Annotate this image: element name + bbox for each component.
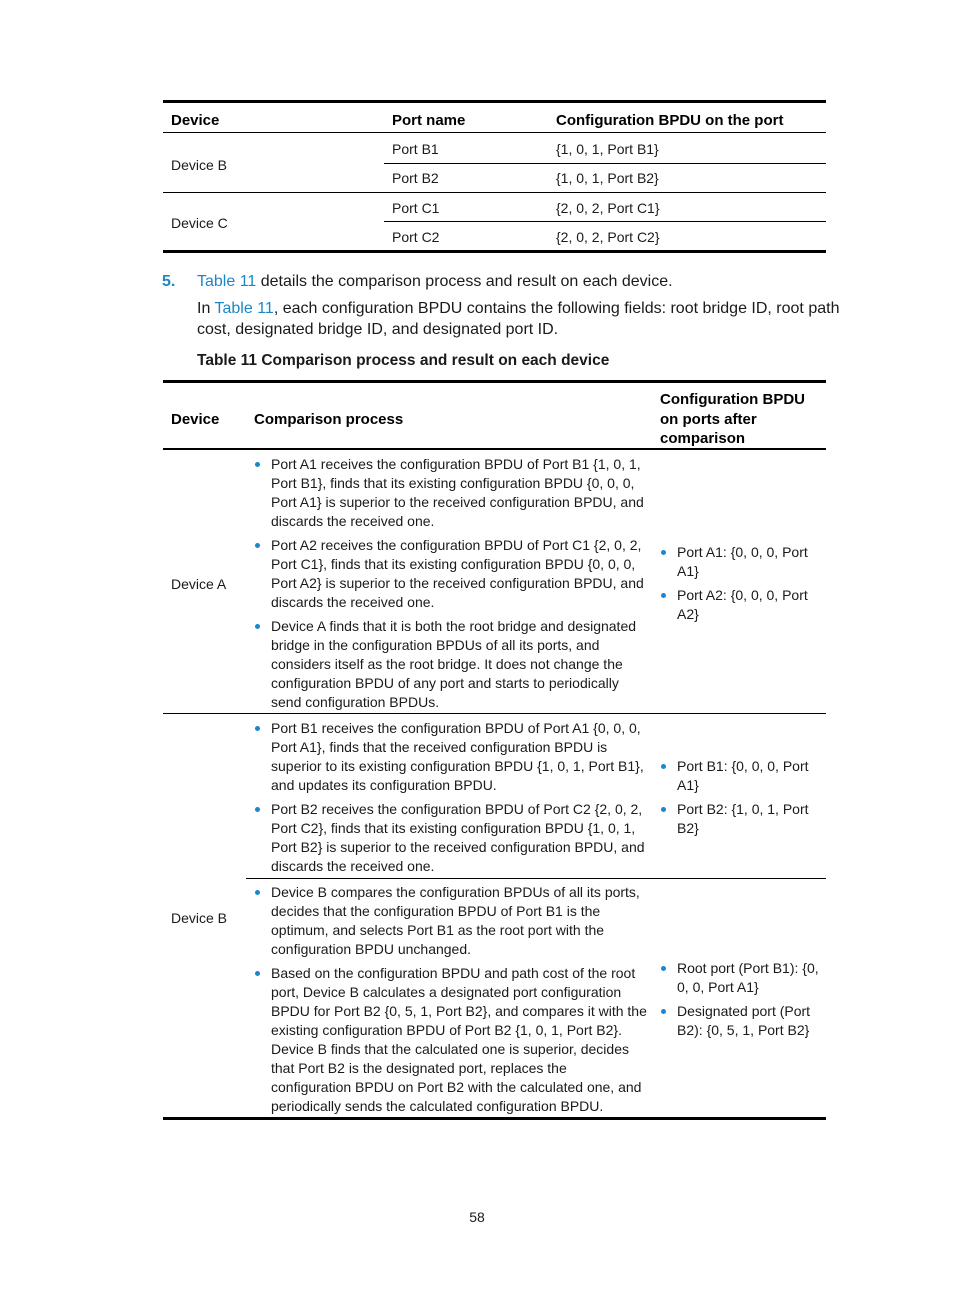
table-rule [163, 192, 826, 193]
table10-header-bpdu: Configuration BPDU on the port [556, 112, 784, 129]
table-bottom-rule [163, 1117, 826, 1120]
step-text: Table 11 details the comparison process and result on each device. [197, 273, 673, 290]
list-item: Port A2 receives the configuration BPDU of Port C1 {2, 0, 2, Port C1}, finds that its existing configuration BPDU {0, 0, 0, Port A2} is superior to the received configuration BPDU, and discards the received one. [249, 536, 649, 612]
page-number: 58 [469, 1209, 485, 1225]
table-rule [163, 713, 826, 714]
table-cell-port: Port C1 [392, 200, 440, 216]
table-cell-port: Port B1 [392, 141, 439, 157]
table-rule [384, 163, 826, 164]
table10-header-port: Port name [392, 112, 466, 129]
table-cell-device: Device A [171, 576, 227, 592]
table-cell-device: Device C [171, 215, 228, 231]
list-item: Port A1: {0, 0, 0, Port A1} [655, 543, 823, 581]
list-item: Port B2: {1, 0, 1, Port B2} [655, 800, 823, 838]
table-bottom-rule [163, 250, 826, 253]
list-item: Port A1 receives the configuration BPDU of Port B1 {1, 0, 1, Port B1}, finds that its existing configuration BPDU {0, 0, 0, Port A1} is superior to the received configuration BPDU, and discards the received one. [249, 455, 649, 531]
table-cell-device: Device B [171, 157, 228, 173]
table-cell-port: Port B2 [392, 170, 439, 186]
table10-header-device: Device [171, 112, 220, 129]
table-top-rule [163, 100, 826, 103]
table-rule [246, 878, 826, 879]
result-list [655, 757, 823, 843]
table-cell-device: Device B [171, 910, 228, 926]
process-list [249, 883, 649, 1121]
table-cell-port: Port C2 [392, 229, 440, 245]
process-list [249, 719, 649, 881]
table-header-rule [163, 448, 826, 450]
table-cell-bpdu: {2, 0, 2, Port C1} [556, 200, 660, 216]
table-top-rule [163, 380, 826, 383]
list-item: Based on the configuration BPDU and path cost of the root port, Device B calculates a designated port configuration BPDU for Port B2 {0, 5, 1, Port B2}, and compares it with the existing configuration BPDU of Port B2 {1, 0, 1, Port B2}. Device B finds that the calculated one is superior, decides that Port B2 is the designated port, replaces the configuration BPDU on Port B2 with the calculated one, and periodically sends the calculated configuration BPDU. [249, 964, 649, 1116]
list-item: Port B1 receives the configuration BPDU of Port A1 {0, 0, 0, Port A1}, finds that the received configuration BPDU is superior to its existing configuration BPDU {1, 0, 1, Port B1}, and updates its configuration BPDU. [249, 719, 649, 795]
intro-paragraph: In Table 11, each configuration BPDU contains the following fields: root bridge ID, root path cost, designated bridge ID, and designated port ID. [197, 300, 840, 338]
table11-header-device: Device [171, 411, 220, 428]
list-item: Port B1: {0, 0, 0, Port A1} [655, 757, 823, 795]
list-item: Port B2 receives the configuration BPDU of Port C2 {2, 0, 2, Port C2}, finds that its existing configuration BPDU {1, 0, 1, Port B2} is superior to the received configuration BPDU, and discards the received one. [249, 800, 649, 876]
table-cell-bpdu: {1, 0, 1, Port B1} [556, 141, 659, 157]
process-list [249, 455, 649, 717]
result-list [655, 959, 823, 1045]
step-number: 5. [162, 273, 176, 290]
list-item: Device A finds that it is both the root bridge and designated bridge in the configuration BPDUs of all its ports, and considers itself as the root bridge. It does not change the configuration BPDU of any port and starts to periodically send configuration BPDUs. [249, 617, 649, 712]
list-item: Root port (Port B1): {0, 0, 0, Port A1} [655, 959, 823, 997]
table-cell-bpdu: {2, 0, 2, Port C2} [556, 229, 660, 245]
table-11-link[interactable]: Table 11 [214, 300, 274, 317]
table-cell-bpdu: {1, 0, 1, Port B2} [556, 170, 659, 186]
table11-header-result: Configuration BPDU on ports after comparison [660, 391, 805, 447]
table-rule [384, 221, 826, 222]
result-list [655, 543, 823, 629]
table-caption: Table 11 Comparison process and result on each device [197, 352, 610, 369]
table-11-link[interactable]: Table 11 [197, 273, 257, 290]
table-rule [163, 132, 826, 133]
list-item: Device B compares the configuration BPDUs of all its ports, decides that the configuration BPDU of Port B1 is the optimum, and selects Port B1 as the root port with the configuration BPDU unchanged. [249, 883, 649, 959]
table11-header-process: Comparison process [254, 411, 404, 428]
list-item: Designated port (Port B2): {0, 5, 1, Port B2} [655, 1002, 823, 1040]
list-item: Port A2: {0, 0, 0, Port A2} [655, 586, 823, 624]
